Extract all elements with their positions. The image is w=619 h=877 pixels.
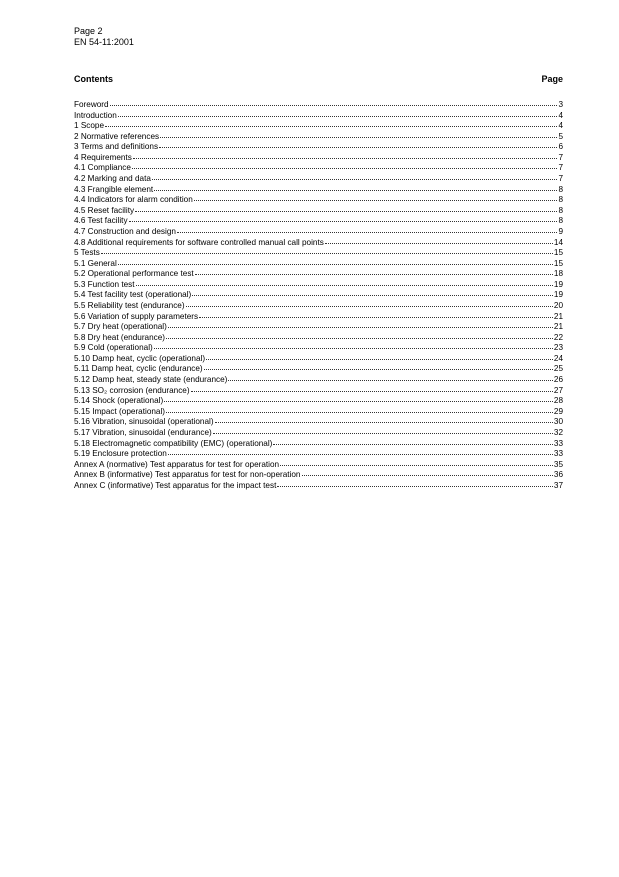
toc-dot-leader <box>159 140 557 148</box>
toc-dot-leader <box>136 278 553 286</box>
toc-entry-page: 24 <box>553 353 563 363</box>
toc-entry-title: 5.6 Variation of supply parameters <box>74 311 199 321</box>
toc-entry-title: 5.7 Dry heat (operational) <box>74 322 167 332</box>
toc-dot-leader <box>199 310 553 318</box>
toc-dot-leader <box>277 479 553 487</box>
toc-entry-title: 3 Terms and definitions <box>74 142 159 152</box>
toc-dot-leader <box>105 119 557 127</box>
toc-dot-leader <box>164 394 553 402</box>
toc-dot-leader <box>213 426 553 434</box>
toc-entry-page: 32 <box>553 427 563 437</box>
toc-entry-title: 1 Scope <box>74 121 105 131</box>
toc-entry-page: 28 <box>553 396 563 406</box>
contents-heading-row <box>74 73 563 85</box>
toc-dot-leader <box>186 299 553 307</box>
page-header <box>74 26 134 48</box>
toc-entry-page: 15 <box>553 258 563 268</box>
toc-entry-page: 29 <box>553 406 563 416</box>
toc-dot-leader <box>204 362 553 370</box>
toc-dot-leader <box>118 257 553 265</box>
toc-entry-title: 5.1 General <box>74 258 117 268</box>
toc-entry-title: Annex B (informative) Test apparatus for test for non-operation <box>74 470 301 480</box>
toc-entry-page: 21 <box>553 322 563 332</box>
toc-dot-leader <box>160 130 557 138</box>
toc-entry-title: 5.19 Enclosure protection <box>74 449 167 459</box>
toc-entry-page: 14 <box>553 237 563 247</box>
toc-dot-leader <box>154 183 557 191</box>
toc-dot-leader <box>166 331 553 339</box>
toc-entry-title: 5.5 Reliability test (endurance) <box>74 300 185 310</box>
toc-entry-title: 4.2 Marking and data <box>74 174 151 184</box>
toc-entry-page: 7 <box>558 152 563 162</box>
toc-entry-page: 23 <box>553 343 563 353</box>
toc-entry-page: 26 <box>553 375 563 385</box>
toc-entry-title: Annex C (informative) Test apparatus for the impact test <box>74 480 277 490</box>
toc-entry-page: 33 <box>553 438 563 448</box>
toc-dot-leader <box>133 151 558 159</box>
toc-entry-page: 20 <box>553 300 563 310</box>
toc-entry-title: 5.18 Electromagnetic compatibility (EMC) (operational) <box>74 438 273 448</box>
toc-entry-page: 37 <box>553 480 563 490</box>
toc-entry-title: 4.5 Reset facility <box>74 205 135 215</box>
toc-entry-title: 5.17 Vibration, sinusoidal (endurance) <box>74 427 212 437</box>
toc-entry-page: 30 <box>553 417 563 427</box>
toc-entry-title: Introduction <box>74 110 117 120</box>
toc-dot-leader <box>110 98 558 106</box>
toc-entry-page: 4 <box>558 110 563 120</box>
toc-entry-title: 5.14 Shock (operational) <box>74 396 164 406</box>
toc-entry-page: 5 <box>558 131 563 141</box>
toc-entry-page: 21 <box>553 311 563 321</box>
toc-dot-leader <box>118 109 558 117</box>
toc-dot-leader <box>206 352 553 360</box>
toc-entry-title: 4.3 Frangible element <box>74 184 154 194</box>
page-number-label: Page 2 <box>74 26 103 36</box>
standard-identifier: EN 54-11:2001 <box>74 37 134 47</box>
toc-dot-leader <box>273 437 552 445</box>
toc-entry-title: 5.3 Function test <box>74 279 135 289</box>
toc-entry-page: 6 <box>558 142 563 152</box>
toc-entry-title: 4.8 Additional requirements for software controlled manual call points <box>74 237 324 247</box>
toc-entry-title: 4.6 Test facility <box>74 216 128 226</box>
toc-dot-leader <box>195 267 553 275</box>
toc-dot-leader <box>101 246 553 254</box>
toc-entry-title: 4.7 Construction and design <box>74 226 176 236</box>
toc-dot-leader <box>168 320 553 328</box>
toc-entry[interactable] <box>74 480 563 491</box>
toc-dot-leader <box>132 161 558 169</box>
toc-entry-page: 27 <box>553 385 563 395</box>
toc-entry-title: 4.1 Compliance <box>74 163 131 173</box>
toc-dot-leader <box>166 405 553 413</box>
toc-entry-page: 33 <box>553 449 563 459</box>
toc-dot-leader <box>302 468 553 476</box>
toc-entry-page: 8 <box>558 216 563 226</box>
toc-entry-page: 19 <box>553 290 563 300</box>
toc-entry-page: 8 <box>558 184 563 194</box>
toc-dot-leader <box>194 193 558 201</box>
toc-entry-page: 8 <box>558 205 563 215</box>
toc-entry-title: 5.8 Dry heat (endurance) <box>74 332 166 342</box>
toc-dot-leader <box>152 172 558 180</box>
toc-entry-page: 15 <box>553 248 563 258</box>
page-column-heading: Page <box>541 74 563 84</box>
toc-entry-title: 5.15 Impact (operational) <box>74 406 166 416</box>
toc-entry-page: 3 <box>558 100 563 109</box>
toc-dot-leader <box>215 415 553 423</box>
toc-entry-title: 4 Requirements <box>74 152 132 162</box>
toc-dot-leader <box>191 384 553 392</box>
toc-entry-title: Foreword <box>74 100 109 109</box>
toc-dot-leader <box>129 214 558 222</box>
toc-entry-title: 5.11 Damp heat, cyclic (endurance) <box>74 364 203 374</box>
toc-entry-title: 4.4 Indicators for alarm condition <box>74 195 193 205</box>
toc-dot-leader <box>280 458 553 466</box>
toc-dot-leader <box>135 204 557 212</box>
toc-dot-leader <box>192 288 553 296</box>
toc-dot-leader <box>177 225 557 233</box>
toc-dot-leader <box>325 236 553 244</box>
toc-entry-title: 5.12 Damp heat, steady state (endurance) <box>74 375 228 385</box>
toc-entry-title: 5.16 Vibration, sinusoidal (operational) <box>74 417 214 427</box>
toc-entry-title: 5.9 Cold (operational) <box>74 343 153 353</box>
toc-entry-page: 9 <box>558 226 563 236</box>
toc-entry-title: 5.4 Test facility test (operational) <box>74 290 192 300</box>
toc-entry-title: 5.13 SO₂ corrosion (endurance) <box>74 385 190 395</box>
toc-entry-page: 36 <box>553 470 563 480</box>
table-of-contents <box>74 99 563 490</box>
toc-dot-leader <box>168 447 553 455</box>
toc-entry-title: 2 Normative references <box>74 131 160 141</box>
toc-entry-title: Annex A (normative) Test apparatus for test for operation <box>74 459 280 469</box>
toc-entry-title: 5.2 Operational performance test <box>74 269 194 279</box>
toc-entry-page: 19 <box>553 279 563 289</box>
contents-title: Contents <box>74 74 113 84</box>
toc-entry-page: 8 <box>558 195 563 205</box>
toc-entry-page: 18 <box>553 269 563 279</box>
toc-entry-page: 35 <box>553 459 563 469</box>
toc-entry-title: 5 Tests <box>74 248 100 258</box>
toc-dot-leader <box>154 341 553 349</box>
toc-entry-page: 22 <box>553 332 563 342</box>
toc-entry-page: 7 <box>558 174 563 184</box>
toc-entry-page: 4 <box>558 121 563 131</box>
toc-entry-title: 5.10 Damp heat, cyclic (operational) <box>74 353 206 363</box>
toc-entry-page: 25 <box>553 364 563 374</box>
toc-entry-page: 7 <box>558 163 563 173</box>
toc-dot-leader <box>228 373 553 381</box>
